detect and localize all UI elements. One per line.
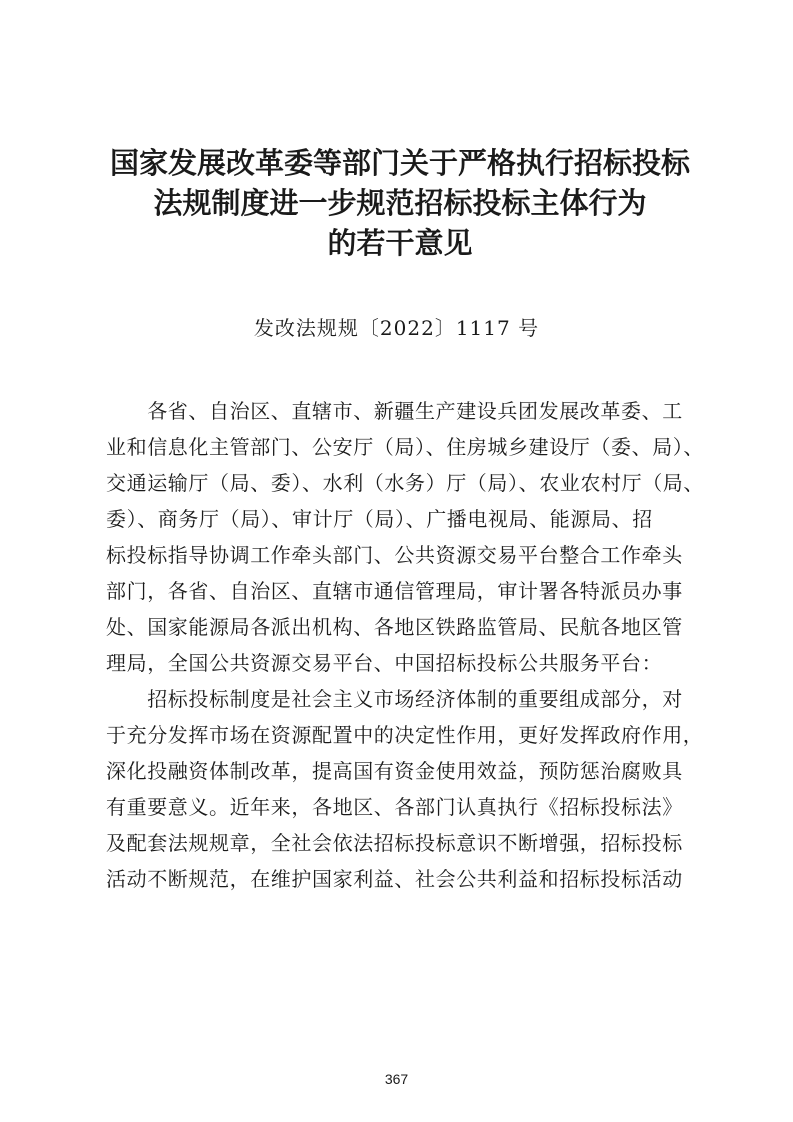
body-line: 有重要意义。近年来，各地区、各部门认真执行《招标投标法》 <box>106 795 683 819</box>
document-number: 发改法规规〔2022〕1117 号 <box>253 316 540 340</box>
body-text <box>106 393 704 897</box>
title-line: 法规制度进一步规范招标投标主体行为 <box>153 186 647 220</box>
body-line: 于充分发挥市场在资源配置中的决定性作用，更好发挥政府作用， <box>106 723 704 747</box>
page-number: 367 <box>384 1071 409 1087</box>
title-line: 国家发展改革委等部门关于严格执行招标投标 <box>109 146 690 180</box>
body-line: 部门，各省、自治区、直辖市通信管理局，审计署各特派员办事 <box>106 579 683 603</box>
body-line: 处、国家能源局各派出机构、各地区铁路监管局、民航各地区管 <box>106 615 683 639</box>
title-line: 的若干意见 <box>327 226 473 260</box>
body-line: 深化投融资体制改革，提高国有资金使用效益，预防惩治腐败具 <box>106 759 683 783</box>
body-line: 交通运输厅（局、委）、水利（水务）厅（局）、农业农村厅（局、 <box>106 471 704 495</box>
body-line: 理局，全国公共资源交易平台、中国招标投标公共服务平台： <box>106 651 663 675</box>
body-line: 及配套法规规章，全社会依法招标投标意识不断增强，招标投标 <box>106 831 683 855</box>
body-line: 各省、自治区、直辖市、新疆生产建设兵团发展改革委、工 <box>106 399 683 423</box>
document-title <box>100 143 700 263</box>
body-line: 活动不断规范，在维护国家利益、社会公共利益和招标投标活动 <box>106 867 683 891</box>
body-line: 委）、商务厅（局）、审计厅（局）、广播电视局、能源局、招 <box>106 507 653 531</box>
body-line: 招标投标制度是社会主义市场经济体制的重要组成部分，对 <box>106 687 683 711</box>
body-line: 业和信息化主管部门、公安厅（局）、住房城乡建设厅（委、局）、 <box>106 435 704 459</box>
body-line: 标投标指导协调工作牵头部门、公共资源交易平台整合工作牵头 <box>106 543 683 567</box>
